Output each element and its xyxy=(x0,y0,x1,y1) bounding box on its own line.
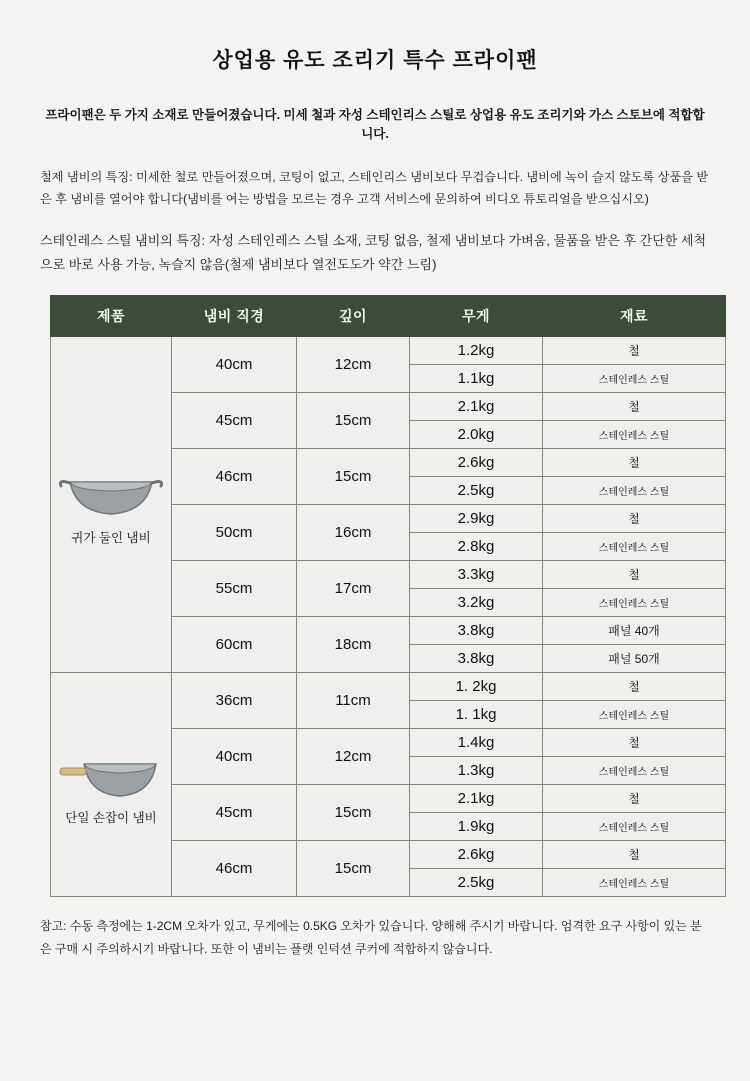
table-row xyxy=(51,672,726,700)
material-cell: 철 xyxy=(543,560,726,588)
material-cell: 스테인레스 스틸 xyxy=(543,588,726,616)
double-ear-wok-icon xyxy=(56,462,166,522)
material-cell: 스테인레스 스틸 xyxy=(543,420,726,448)
diameter-cell: 46cm xyxy=(172,448,297,504)
depth-cell: 15cm xyxy=(297,840,410,896)
diameter-cell: 46cm xyxy=(172,840,297,896)
weight-cell: 2.6kg xyxy=(410,840,543,868)
depth-cell: 16cm xyxy=(297,504,410,560)
weight-cell: 2.1kg xyxy=(410,392,543,420)
header-diameter: 냄비 직경 xyxy=(172,295,297,336)
material-cell: 스테인레스 스틸 xyxy=(543,868,726,896)
weight-cell: 1.3kg xyxy=(410,756,543,784)
depth-cell: 12cm xyxy=(297,336,410,392)
material-cell: 스테인레스 스틸 xyxy=(543,756,726,784)
diameter-cell: 45cm xyxy=(172,784,297,840)
weight-cell: 1.1kg xyxy=(410,364,543,392)
page-title: 상업용 유도 조리기 특수 프라이팬 xyxy=(212,49,538,72)
weight-cell: 1. 1kg xyxy=(410,700,543,728)
material-cell: 철 xyxy=(543,336,726,364)
weight-cell: 2.9kg xyxy=(410,504,543,532)
diameter-cell: 40cm xyxy=(172,728,297,784)
material-cell: 스테인레스 스틸 xyxy=(543,700,726,728)
weight-cell: 2.5kg xyxy=(410,868,543,896)
footnote: 참고: 수동 측정에는 1-2CM 오차가 있고, 무게에는 0.5KG 오차가 있습니다. 양해해 주시기 바랍니다. 엄격한 요구 사항이 있는 분은 구매 시 주의하시기 바랍니다. 또한 이 냄비는 플랫 인덕션 쿠커에 적합하지 않습니다. xyxy=(40,918,702,956)
spec-table-body xyxy=(51,336,726,896)
depth-cell: 15cm xyxy=(297,392,410,448)
product-cell-double-ear xyxy=(51,336,172,672)
diameter-cell: 36cm xyxy=(172,672,297,728)
weight-cell: 2.5kg xyxy=(410,476,543,504)
header-material: 재료 xyxy=(543,295,726,336)
depth-cell: 17cm xyxy=(297,560,410,616)
material-cell: 스테인레스 스틸 xyxy=(543,532,726,560)
material-cell: 철 xyxy=(543,672,726,700)
material-cell: 철 xyxy=(543,504,726,532)
product-cell-single-handle xyxy=(51,672,172,896)
depth-cell: 18cm xyxy=(297,616,410,672)
material-cell: 스테인레스 스틸 xyxy=(543,364,726,392)
weight-cell: 1.4kg xyxy=(410,728,543,756)
weight-cell: 2.8kg xyxy=(410,532,543,560)
weight-cell: 1.9kg xyxy=(410,812,543,840)
weight-cell: 2.1kg xyxy=(410,784,543,812)
material-cell: 스테인레스 스틸 xyxy=(543,812,726,840)
header-weight: 무게 xyxy=(410,295,543,336)
table-header-row xyxy=(51,295,726,336)
diameter-cell: 60cm xyxy=(172,616,297,672)
depth-cell: 11cm xyxy=(297,672,410,728)
header-product: 제품 xyxy=(51,295,172,336)
weight-cell: 2.0kg xyxy=(410,420,543,448)
material-cell: 철 xyxy=(543,392,726,420)
material-cell: 철 xyxy=(543,728,726,756)
depth-cell: 15cm xyxy=(297,784,410,840)
diameter-cell: 50cm xyxy=(172,504,297,560)
weight-cell: 2.6kg xyxy=(410,448,543,476)
single-handle-wok-icon xyxy=(56,742,166,802)
diameter-cell: 40cm xyxy=(172,336,297,392)
weight-cell: 3.3kg xyxy=(410,560,543,588)
table-row xyxy=(51,336,726,364)
spec-table-head xyxy=(51,295,726,336)
weight-cell: 1.2kg xyxy=(410,336,543,364)
material-cell: 스테인레스 스틸 xyxy=(543,476,726,504)
weight-cell: 3.8kg xyxy=(410,616,543,644)
spec-table xyxy=(50,295,726,897)
product-label: 단일 손잡이 냄비 xyxy=(65,811,157,826)
depth-cell: 15cm xyxy=(297,448,410,504)
weight-cell: 1. 2kg xyxy=(410,672,543,700)
material-cell: 패널 50개 xyxy=(543,644,726,672)
header-depth: 깊이 xyxy=(297,295,410,336)
product-label: 귀가 둘인 냄비 xyxy=(71,531,151,546)
material-cell: 패널 40개 xyxy=(543,616,726,644)
material-cell: 철 xyxy=(543,784,726,812)
page-subtitle: 프라이팬은 두 가지 소재로 만들어졌습니다. 미세 철과 자성 스테인리스 스틸로 상업용 유도 조리기와 가스 스토브에 적합합니다. xyxy=(45,108,705,141)
spec-table-container xyxy=(50,295,710,897)
material-cell: 철 xyxy=(543,840,726,868)
weight-cell: 3.8kg xyxy=(410,644,543,672)
weight-cell: 3.2kg xyxy=(410,588,543,616)
material-cell: 철 xyxy=(543,448,726,476)
intro-paragraph-iron: 철제 냄비의 특징: 미세한 철로 만들어졌으며, 코팅이 없고, 스테인리스 냄비보다 무겁습니다. 냄비에 녹이 슬지 않도록 상품을 받은 후 냄비를 열어야 합니다(냄비를 여는 방법을 모르는 경우 고객 서비스에 문의하여 비디오 튜토리얼을 받으십시오) xyxy=(40,169,709,207)
diameter-cell: 55cm xyxy=(172,560,297,616)
depth-cell: 12cm xyxy=(297,728,410,784)
intro-section xyxy=(0,166,750,277)
diameter-cell: 45cm xyxy=(172,392,297,448)
intro-paragraph-steel: 스테인레스 스틸 냄비의 특징: 자성 스테인레스 스틸 소재, 코팅 없음, 철제 냄비보다 가벼움, 물품을 받은 후 간단한 세척으로 바로 사용 가능, 녹슬지 않음(철제 냄비보다 열전도도가 약간 느림) xyxy=(40,232,707,272)
